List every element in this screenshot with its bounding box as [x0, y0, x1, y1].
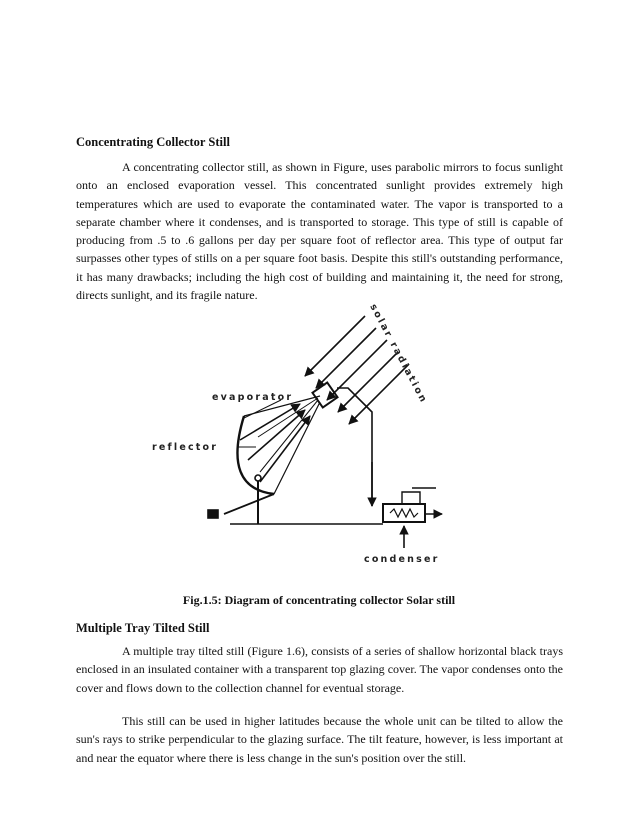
paragraph-multiple-tray-2: This still can be used in higher latitudes because the whole unit can be tilted to allow the sun's rays to strike perpendicular to the glazing surface. The tilt feature, however, is less important at and near the equator where there is less change in the sun's position over the still. [76, 714, 563, 765]
paragraph-concentrating: A concentrating collector still, as shown in Figure, uses parabolic mirrors to focus sunlight onto an enclosed evaporation vessel. This concentrated sunlight provides extremely high temperatures which are used to evaporate the contaminated water. The vapor is transported to a separate chamber where it condenses, and is transported to storage. This type of still is capable of producing from .5 to .6 gallons per day per square foot of reflector area. This type of output far surpasses other types of stills on a per square foot basis. Despite this still's outstanding performance, it has many drawbacks; including the high cost of building and maintaining it, the need for strong, directs sunlight, and its fragile nature. [76, 160, 563, 303]
concentrating-still-diagram [140, 292, 480, 572]
parabolic-reflector [237, 416, 274, 494]
figure-caption: Fig.1.5: Diagram of concentrating collector Solar still [182, 593, 456, 607]
solar-radiation-label: solar radiation [367, 302, 430, 406]
section-heading-concentrating: Concentrating Collector Still [76, 135, 230, 149]
condenser-label: condenser [364, 554, 440, 565]
evaporator-label: evaporator [212, 392, 294, 403]
reflector-label: reflector [152, 442, 219, 453]
evaporator-box [312, 382, 337, 407]
paragraph-multiple-tray-1: A multiple tray tilted still (Figure 1.6), consists of a series of shallow horizontal black trays enclosed in an insulated container with a transparent top glazing cover. The vapor condenses onto the cover and flows down to the collection channel for eventual storage. [76, 644, 563, 695]
section-heading-multiple-tray: Multiple Tray Tilted Still [76, 621, 210, 635]
